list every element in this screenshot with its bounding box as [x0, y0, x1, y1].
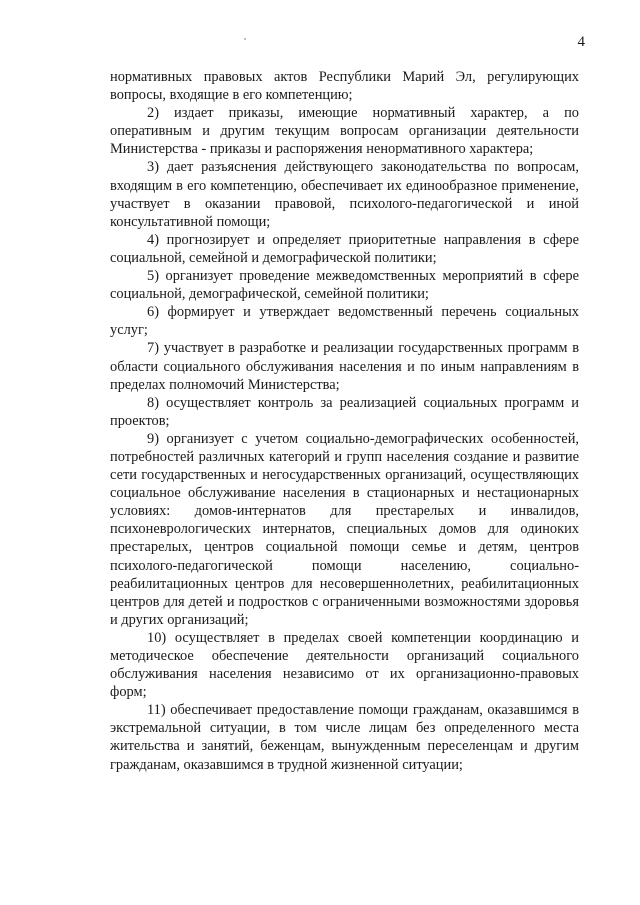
- paragraph-continuation: нормативных правовых актов Республики Марий Эл, регулирующих вопросы, входящие в его компетенцию;: [110, 69, 579, 104]
- paragraph-item-4: 4) прогнозирует и определяет приоритетные направления в сфере социальной, семейной и демографической политики;: [110, 231, 579, 266]
- paragraph-item-7: 7) участвует в разработке и реализации государственных программ в области социального обслуживания населения и по иным направлениям в пределах полномочий Министерства;: [110, 340, 579, 393]
- page-number: 4: [577, 34, 585, 50]
- paragraph-item-2: 2) издает приказы, имеющие нормативный характер, а по оперативным и другим текущим вопросам организации деятельности Министерства - приказы и распоряжения ненормативного характера;: [110, 105, 579, 158]
- paragraph-item-11: 11) обеспечивает предоставление помощи гражданам, оказавшимся в экстремальной ситуации, в том числе лицам без определенного места жительства и занятий, беженцам, вынужденным переселенцам и другим гражданам, оказавшимся в трудной жизненной ситуации;: [110, 702, 579, 773]
- paragraph-item-6: 6) формирует и утверждает ведомственный перечень социальных услуг;: [110, 304, 579, 339]
- scan-artifact-dot: [244, 38, 246, 40]
- paragraph-item-10: 10) осуществляет в пределах своей компетенции координацию и методическое обеспечение деятельности организаций социального обслуживания населения независимо от их организационно-правовых форм;: [110, 629, 579, 701]
- paragraph-item-8: 8) осуществляет контроль за реализацией социальных программ и проектов;: [110, 394, 579, 429]
- document-body: [110, 68, 579, 774]
- paragraph-item-9: 9) организует с учетом социально-демографических особенностей, потребностей различных категорий и групп населения создание и развитие сети государственных и негосударственных организаций, осуществляющих социальное обслуживание населения в стационарных и нестационарных условиях: домов-интернатов для престарелых и инвалидов, психоневрологических интернатов, специальных домов для одиноких престарелых, центров социальной помощи семье и детям, центров психолого-педагогической помощи населению, социально-реабилитационных центров для несовершеннолетних, реабилитационных центров для детей и подростков с ограниченными возможностями здоровья и других организаций;: [110, 430, 579, 628]
- paragraph-item-5: 5) организует проведение межведомственных мероприятий в сфере социальной, демографической, семейной политики;: [110, 268, 579, 303]
- paragraph-item-3: 3) дает разъяснения действующего законодательства по вопросам, входящим в его компетенцию, обеспечивает их единообразное применение, участвует в оказании правовой, психолого-педагогической и иной консультативной помощи;: [110, 159, 579, 230]
